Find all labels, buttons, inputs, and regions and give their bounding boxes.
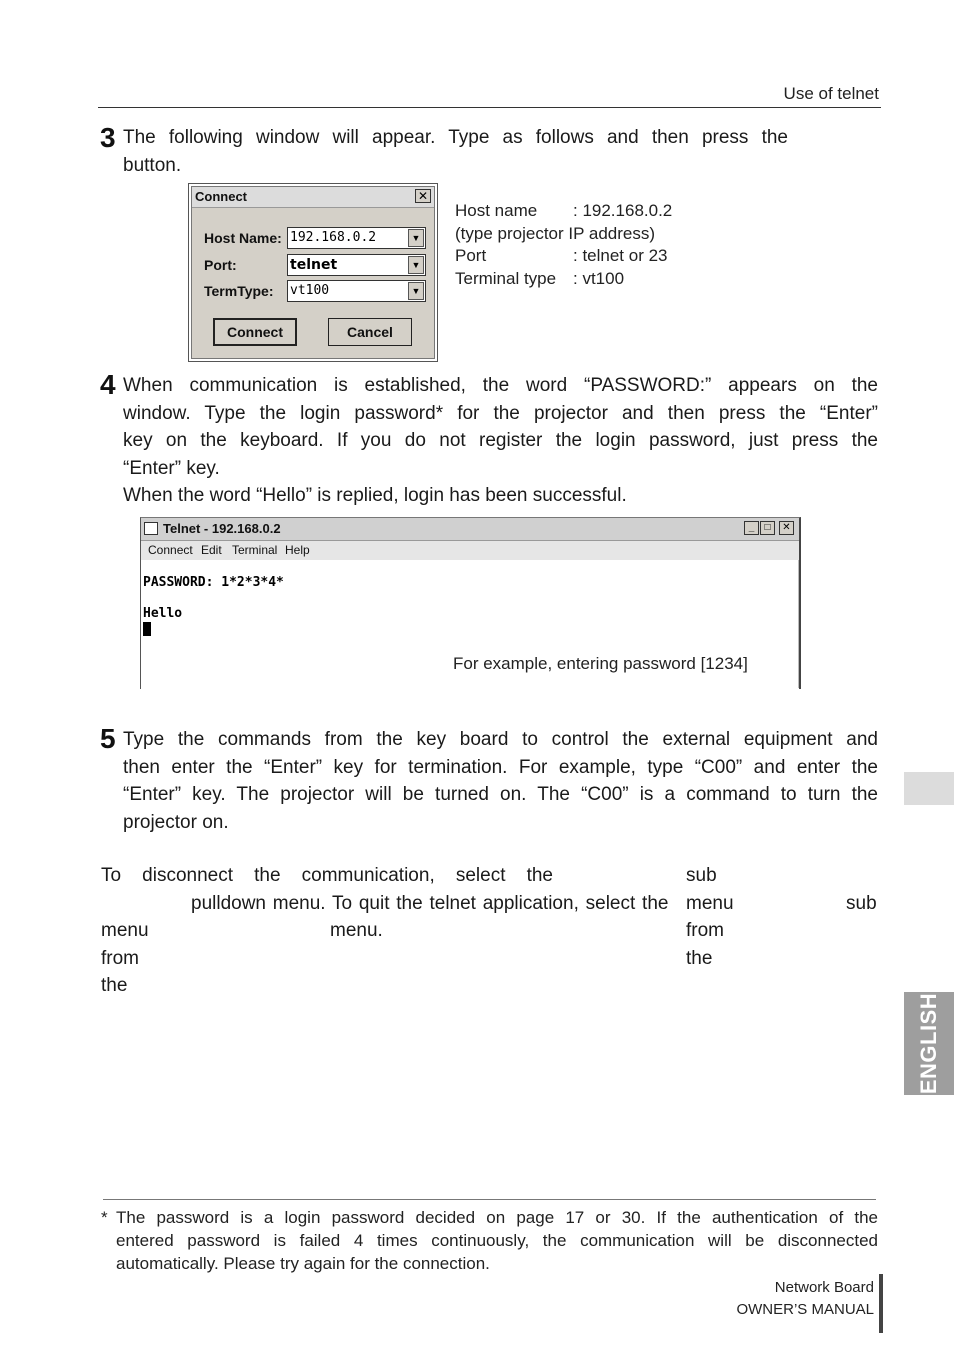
language-tab: [904, 992, 954, 1095]
footnote-line-1: The password is a login password decided on page 17 or 30. If the authentication of the: [116, 1208, 878, 1227]
step-3-text: [123, 124, 788, 179]
term-type-label: TermType:: [204, 283, 274, 299]
menu-terminal[interactable]: Terminal: [232, 543, 278, 557]
language-tab-label: ENGLISH: [916, 992, 941, 1095]
footnote-line-2: entered password is failed 4 times continuously, the communication will be disconnected: [116, 1231, 878, 1250]
footer-bar: [879, 1274, 883, 1333]
connect-dialog: [191, 186, 435, 359]
chevron-down-icon[interactable]: ▼: [408, 229, 424, 247]
disconnect-seg-4: sub: [846, 893, 877, 914]
step-5-line-2: then enter the “Enter” key for termination. For example, type “C00” and enter the: [123, 756, 878, 778]
port-value: telnet: [290, 257, 338, 273]
footer-manual: OWNER’S MANUAL: [736, 1301, 874, 1318]
step-4-line-5: When the word “Hello” is replied, login has been successful.: [123, 485, 627, 506]
terminal-icon: [144, 522, 158, 535]
host-name-key: Host name: [455, 201, 538, 220]
host-name-combo[interactable]: [287, 227, 426, 249]
step-4-line-1: When communication is established, the word “PASSWORD:” appears on the: [123, 375, 878, 396]
port-key: Port: [455, 246, 487, 266]
telnet-menubar: [141, 541, 799, 560]
host-name-label: Host Name:: [204, 230, 282, 246]
telnet-titlebar: [141, 518, 799, 541]
text-cursor: [143, 622, 151, 636]
footnote-rule: [103, 1199, 876, 1200]
step-5-number: 5: [100, 723, 116, 754]
port-val: : telnet or 23: [573, 246, 668, 266]
section-tab-marker: [904, 772, 954, 805]
step-3-line-2: button.: [123, 154, 182, 176]
port-combo[interactable]: [287, 254, 426, 276]
password-example-caption: For example, entering password [1234]: [453, 654, 748, 673]
disconnect-seg-5: menu from the: [101, 920, 149, 996]
scroll-edge: [798, 560, 799, 688]
step-3-line-1: The following window will appear. Type as follows and then press the: [123, 127, 788, 148]
terminal-type-key: Terminal type: [455, 269, 557, 289]
chevron-down-icon[interactable]: ▼: [408, 256, 424, 274]
close-icon[interactable]: ✕: [779, 521, 794, 535]
step-4-line-4: “Enter” key.: [123, 457, 220, 479]
header-rule: [98, 107, 881, 108]
chevron-down-icon[interactable]: ▼: [408, 282, 424, 300]
disconnect-seg-6: menu.: [330, 920, 383, 941]
connect-dialog-titlebar: [192, 187, 434, 208]
footnote: [101, 1206, 878, 1275]
password-prompt-line: PASSWORD: 1*2*3*4*: [143, 575, 284, 590]
step-5-line-3: “Enter” key. The projector will be turned on. The “C00” is a command to turn the: [123, 784, 878, 805]
menu-edit[interactable]: Edit: [201, 543, 222, 557]
menu-help[interactable]: Help: [285, 543, 310, 557]
disconnect-seg-3: pulldown menu. To quit the telnet application, select the: [191, 893, 669, 914]
step-3-number: 3: [100, 122, 116, 153]
step-5-line-4: projector on.: [123, 811, 229, 833]
connect-button[interactable]: Connect: [213, 318, 297, 346]
footnote-star: *: [101, 1208, 108, 1227]
minimize-icon[interactable]: _: [744, 521, 759, 535]
footer-product: Network Board: [774, 1279, 874, 1296]
term-type-combo[interactable]: [287, 280, 426, 302]
menu-connect[interactable]: Connect: [148, 543, 193, 557]
term-type-value: vt100: [290, 283, 330, 298]
step-4-line-2: window. Type the login password* for the projector and then press the “Enter”: [123, 402, 878, 424]
telnet-title: Telnet - 192.168.0.2: [163, 521, 281, 536]
hello-line: Hello: [143, 606, 183, 621]
maximize-icon[interactable]: □: [760, 521, 775, 535]
step-5-text: [123, 726, 878, 836]
port-label: Port:: [204, 257, 237, 273]
step-4-line-3: key on the keyboard. If you do not register the login password, just press the: [123, 430, 878, 451]
step-5-line-1: Type the commands from the key board to control the external equipment and: [123, 729, 878, 750]
disconnect-seg-1: To disconnect the communication, select the: [101, 865, 553, 886]
disconnect-seg-2: sub menu from the: [686, 865, 734, 969]
step-4-number: 4: [100, 369, 116, 400]
connection-settings-note: [455, 200, 672, 291]
close-icon[interactable]: ✕: [415, 189, 431, 203]
connect-dialog-screenshot: [188, 183, 438, 362]
cancel-button[interactable]: Cancel: [328, 318, 412, 346]
connect-dialog-title: Connect: [195, 189, 247, 204]
host-name-hint: (type projector IP address): [455, 223, 655, 243]
host-name-value: 192.168.0.2: [290, 230, 377, 245]
telnet-window: [140, 517, 801, 689]
host-name-val: : 192.168.0.2: [573, 201, 673, 220]
manual-footer: [660, 1277, 874, 1321]
footnote-line-3: automatically. Please try again for the connection.: [116, 1254, 490, 1273]
terminal-type-val: : vt100: [573, 269, 625, 289]
section-title: Use of telnet: [783, 84, 879, 103]
step-4-text: [123, 372, 878, 510]
